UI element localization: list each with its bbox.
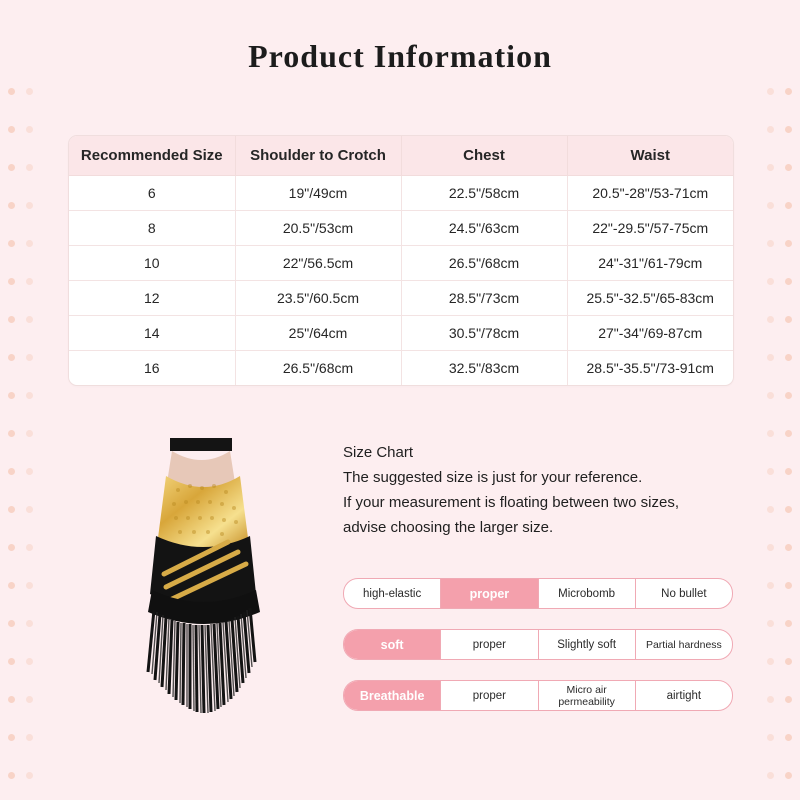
table-row (69, 281, 733, 316)
property-option-proper[interactable]: proper (441, 579, 538, 608)
property-option-micro-air-permeability[interactable]: Micro air permeability (539, 681, 636, 710)
property-option-no-bullet[interactable]: No bullet (661, 587, 707, 600)
cell-waist: 27"-34"/69-87cm (567, 316, 733, 351)
cell-chest: 28.5"/73cm (401, 281, 567, 316)
note-line-3: If your measurement is floating between two sizes, (343, 494, 679, 511)
table-row (69, 316, 733, 351)
property-option-breathable[interactable]: Breathable (344, 681, 441, 710)
cell-chest: 30.5"/78cm (401, 316, 567, 351)
property-option-high-elastic[interactable]: high-elastic (344, 579, 441, 608)
cell-shoulder-to-crotch: 19"/49cm (235, 176, 401, 211)
property-option-microbomb[interactable]: Microbomb (539, 579, 636, 608)
cell-shoulder-to-crotch: 23.5"/60.5cm (235, 281, 401, 316)
cell-shoulder-to-crotch: 26.5"/68cm (235, 351, 401, 386)
table-row (69, 211, 733, 246)
cell-chest: 32.5"/83cm (401, 351, 567, 386)
column-header-waist: Waist (567, 136, 733, 176)
table-row (69, 176, 733, 211)
page-title: Product Information (248, 38, 552, 74)
decorative-dots-right (760, 0, 800, 800)
cell-chest: 24.5"/63cm (401, 211, 567, 246)
column-header-chest: Chest (401, 136, 567, 176)
cell-size: 12 (69, 281, 235, 316)
cell-size: 6 (69, 176, 235, 211)
cell-waist: 24"-31"/61-79cm (567, 246, 733, 281)
property-option-slightly-soft[interactable]: Slightly soft (539, 630, 636, 659)
column-header-shoulder-to-crotch: Shoulder to Crotch (235, 136, 401, 176)
property-option-partial-hardness[interactable]: Partial hardness (645, 638, 722, 651)
cell-shoulder-to-crotch: 20.5"/53cm (235, 211, 401, 246)
note-line-1: Size Chart (343, 444, 414, 461)
cell-size: 16 (69, 351, 235, 386)
property-option-soft[interactable]: soft (344, 630, 441, 659)
property-row-softness (343, 629, 733, 660)
cell-size: 8 (69, 211, 235, 246)
decorative-dots-left (0, 0, 40, 800)
size-chart-note (343, 440, 743, 540)
property-option-proper[interactable]: proper (441, 630, 538, 659)
size-chart-table (68, 135, 734, 386)
property-option-proper[interactable]: proper (441, 681, 538, 710)
fabric-property-bars (343, 578, 733, 731)
cell-waist: 22"-29.5"/57-75cm (567, 211, 733, 246)
note-line-4: advise choosing the larger size. (343, 519, 554, 536)
cell-waist: 25.5"-32.5"/65-83cm (567, 281, 733, 316)
cell-size: 10 (69, 246, 235, 281)
cell-waist: 20.5"-28"/53-71cm (567, 176, 733, 211)
product-image (108, 424, 298, 734)
column-header-size: Recommended Size (69, 136, 235, 176)
cell-shoulder-to-crotch: 25"/64cm (235, 316, 401, 351)
cell-chest: 26.5"/68cm (401, 246, 567, 281)
property-option-airtight[interactable]: airtight (666, 689, 702, 702)
property-row-breathability (343, 680, 733, 711)
cell-waist: 28.5"-35.5"/73-91cm (586, 360, 714, 376)
note-line-2: The suggested size is just for your reference. (343, 469, 643, 486)
cell-size: 14 (69, 316, 235, 351)
cell-chest: 22.5"/58cm (401, 176, 567, 211)
table-header-row (69, 136, 733, 176)
property-row-elasticity (343, 578, 733, 609)
table-row (69, 246, 733, 281)
cell-shoulder-to-crotch: 22"/56.5cm (235, 246, 401, 281)
table-row (69, 351, 733, 386)
